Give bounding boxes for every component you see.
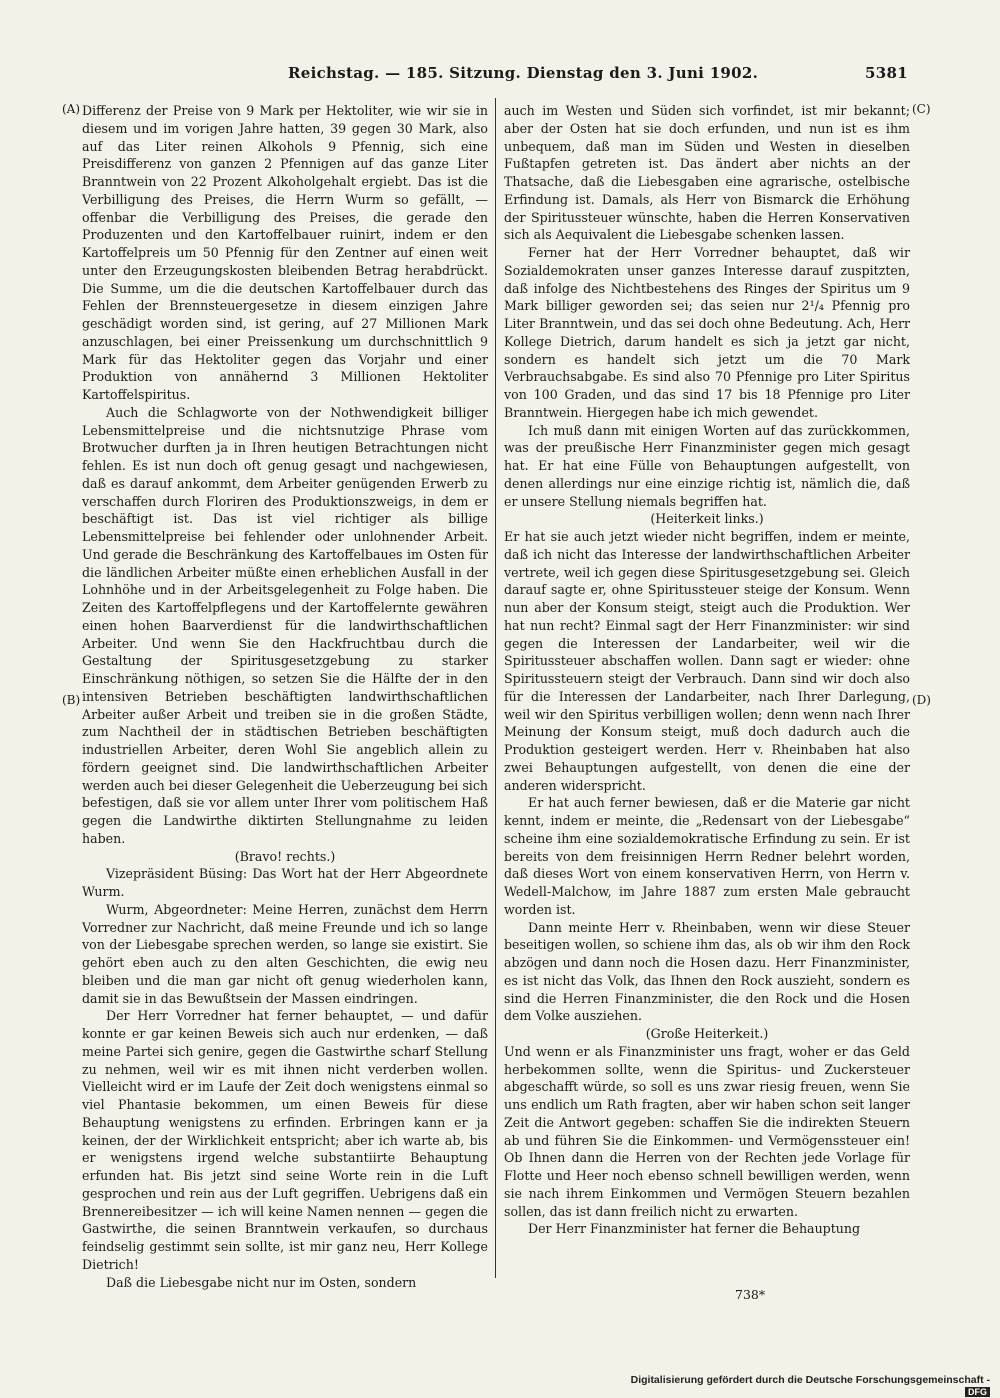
paragraph: Der Herr Vorredner hat ferner behauptet, — und dafür konnte er gar keinen Beweis sich auch nur erdenken, — daß meine Partei sich genire, gegen die Gastwirthe scharf Stellung zu nehmen, weil wir es mit ihnen nicht verderben wollen. Vielleicht wird er im Laufe der Zeit doch wenigstens einmal so viel Phantasie bekommen, um einen Beweis für diese Behauptung wenigstens zu erfinden. Erbringen kann er ja keinen, der der Wirklichkeit entspricht; aber ich warte ab, bis er wenigstens irgend welche substantiirte Behauptung erfunden hat. Bis jetzt sind seine Worte rein in die Luft gesprochen und rein aus der Luft gegriffen. Uebrigens daß ein Brennereibesitzer — ich will keine Namen nennen — gegen die Gastwirthe, die seinen Branntwein verkaufen, so durchaus feindselig gestimmt sein sollte, ist mir ganz neu, Herr Kollege Dietrich! [82,1008,488,1272]
right-column [504,102,910,1238]
margin-marker-b: (B) [62,693,81,707]
speaker-paragraph: Wurm, Abgeordneter: Meine Herren, zunächst dem Herrn Vorredner zur Nachricht, daß meine Freunde und ich so lange von der Liebesgabe sprechen werden, so lange sie existirt. Sie gehört eben auch zu den alten Geschichten, die ewig neu bleiben und die man gar nicht oft genug wiederholen kann, damit sie in das Bewußtsein der Massen eindringen. [82,901,488,1006]
paragraph: Differenz der Preise von 9 Mark per Hektoliter, wie wir sie in diesem und im vorigen Jahre hatten, 39 gegen 30 Mark, also auf das Liter reinen Alkohols 9 Pfennig, sich eine Preisdifferenz von ganzen 2 Pfennigen auf das ganze Liter Branntwein von 22 Prozent Alkoholgehalt ergiebt. Das ist die Verbilligung des Preises, die Herrn Wurm so gefällt, — offenbar die Verbilligung des Preises, die gerade den Produzenten und den Kartoffelbauer ruinirt, indem er den Kartoffelpreis um 50 Pfennig für den Zentner auf einen weit unter den Erzeugungskosten bleibenden Betrag herabdrückt. Die Summe, um die die deutschen Kartoffelbauer durch das Fehlen der Brennsteuergesetze in diesem einzigen Jahre geschädigt worden sind, ist gering, auf 27 Millionen Mark anzuschlagen, bei einer Preissenkung um durchschnittlich 9 Mark für das Hektoliter gegen das Vorjahr und einer Produktion von annähernd 3 Millionen Hektoliter Kartoffelspiritus. [82,103,488,402]
paragraph: Auch die Schlagworte von der Nothwendigkeit billiger Lebensmittelpreise und die nichtsnutzige Phrase vom Brotwucher durften ja in Ihren heutigen Betrachtungen nicht fehlen. Es ist nun doch oft genug gesagt und nachgewiesen, daß es darauf ankommt, dem Arbeiter genügenden Erwerb zu verschaffen durch Floriren des Produktionszweigs, in dem er beschäftigt ist. Das ist viel richtiger als billige Lebensmittelpreise bei fehlender oder unlohnender Arbeit. Und gerade die Beschränkung des Kartoffelbaues im Osten für die ländlichen Arbeiter müßte einen erheblichen Ausfall in der Lohnhöhe und in der Arbeitsgelegenheit zu Folge haben. Die Zeiten des Kartoffelpflegens und der Kartoffelernte gewähren einen hohen Baarverdienst für die landwirthschaftlichen Arbeiter. Und wenn Sie den Hackfruchtbau durch die Gestaltung der Spiritusgesetzgebung zu starker Einschränkung nöthigen, so setzen Sie die Hälfte der in den intensiven Betrieben beschäftigten landwirthschaftlichen Arbeiter außer Arbeit und treiben sie in die großen Städte, zum Nachtheil der in städtischen Betrieben beschäftigten industriellen Arbeiter, deren Wohl Sie angeblich allein zu fördern geeignet sind. Die landwirthschaftlichen Arbeiter werden auch bei dieser Gelegenheit die Ueberzeugung bei sich befestigen, daß sie vor allem unter Ihrer vom politischem Haß gegen die Landwirthe diktirten Stellungnahme zu leiden haben. [82,404,488,846]
interjection: (Heiterkeit links.) [650,511,764,527]
print-signature: 738* [735,1287,766,1302]
footer-text: Digitalisierung gefördert durch die Deutsche Forschungsgemeinschaft - [630,1374,990,1386]
paragraph: Der Herr Finanzminister hat ferner die Behauptung [528,1221,861,1237]
column-divider [495,98,496,1278]
paragraph: Er hat sie auch jetzt wieder nicht begriffen, indem er meinte, daß ich nicht das Interesse der landwirthschaftlichen Arbeiter vertrete, weil ich gegen diese Spiritusgesetzgebung sei. Gleich darauf sagte er, ohne Spiritussteuer steige der Konsum. Wenn nun aber der Konsum steigt, steigt auch die Produktion. Wer hat nun recht? Einmal sagt der Herr Finanzminister: wir sind gegen die Interessen der Landarbeiter, weil wir die Spiritussteuer abschaffen wollen. Dann sagt er wieder: ohne Spiritussteuern steigt der Verbrauch. Dann sind wir doch also für die Interessen der Landarbeiter, nach Ihrer Darlegung, weil wir den Spiritus verbilligen wollen; denn wenn nach Ihrer Meinung der Konsum steigt, muß doch dadurch auch die Produktion gesteigert werden. Herr v. Rheinbaben hat also zwei Behauptungen aufgestellt, von denen die eine der anderen widerspricht. [504,529,910,793]
margin-marker-a: (A) [62,102,81,116]
page-header [288,64,908,84]
paragraph: Ferner hat der Herr Vorredner behauptet, daß wir Sozialdemokraten unser ganzes Interesse darauf zuspitzten, daß infolge des Nichtbestehens des Ringes der Spiritus um 9 Mark billiger geworden sei; das seien nur 2¹/₄ Pfennig pro Liter Branntwein, und das sei doch ohne Bedeutung. Ach, Herr Kollege Dietrich, darum handelt es sich ja jetzt gar nicht, sondern es handelt sich jetzt um die 70 Mark Verbrauchsabgabe. Es sind also 70 Pfennige pro Liter Spiritus von 100 Graden, und das sind 17 bis 18 Pfennige pro Liter Branntwein. Hiergegen habe ich mich gewendet. [504,245,910,420]
speaker-paragraph: Vizepräsident Büsing: Das Wort hat der Herr Abgeordnete Wurm. [82,866,488,899]
interjection: (Bravo! rechts.) [234,848,336,864]
page-number: 5381 [865,64,908,82]
paragraph: Er hat auch ferner bewiesen, daß er die Materie gar nicht kennt, indem er meinte, die „Redensart von der Liebesgabe“ scheine ihm eine sozialdemokratische Erfindung zu sein. Er ist bereits von dem freisinnigen Herrn Redner belehrt worden, daß dieses Wort von einem konservativen Herrn, von Herrn v. Wedell-Malchow, im Jahre 1887 zum ersten Male gebraucht worden ist. [504,795,910,917]
paragraph: auch im Westen und Süden sich vorfindet, ist mir bekannt; aber der Osten hat sie doch erfunden, und nun ist es ihm unbequem, daß man im Süden und Westen in dieselben Fußtapfen getreten ist. Das ändert aber nichts an der Thatsache, daß die Liebesgaben eine agrarische, ostelbische Erfindung ist. Damals, als Herr von Bismarck die Erhöhung der Spiritussteuer wünschte, haben die Herren Konservativen sich als Aequivalent die Liebesgabe schenken lassen. [504,103,910,243]
margin-marker-c: (C) [912,102,931,116]
header-title: Reichstag. — 185. Sitzung. Dienstag den 3. Juni 1902. [288,64,759,82]
margin-marker-d: (D) [912,693,931,707]
paragraph: Und wenn er als Finanzminister uns fragt, woher er das Geld herbekommen sollte, wenn die Spiritus- und Zuckersteuer abgeschafft würde, so soll es uns zwar riesig freuen, wenn Sie uns endlich um Rath fragten, aber wir haben schon seit langer Zeit die Antwort gegeben: schaffen Sie die indirekten Steuern ab und führen Sie die Einkommen- und Vermögenssteuer ein! Ob Ihnen dann die Herren von der Rechten jede Vorlage für Flotte und Heer noch ebenso schnell bewilligen werden, wenn sie nach ihrem Einkommen und Vermögen Steuern bezahlen sollen, das ist dann freilich nicht zu erwarten. [504,1043,910,1219]
paragraph: Daß die Liebesgabe nicht nur im Osten, sondern [106,1274,417,1290]
dfg-logo: DFG [965,1387,990,1397]
interjection: (Große Heiterkeit.) [645,1026,769,1041]
digitization-footer [600,1374,990,1397]
paragraph: Dann meinte Herr v. Rheinbaben, wenn wir diese Steuer beseitigen wollen, so schiene ihm das, als ob wir ihm den Rock abzögen und dann noch die Hosen dazu. Herr Finanzminister, es ist nicht das Volk, das Ihnen den Rock auszieht, sondern es sind die Herren Finanzminister, die den Rock und die Hosen dem Volke ausziehen. [504,919,910,1024]
paragraph: Ich muß dann mit einigen Worten auf das zurückkommen, was der preußische Herr Finanzminister gegen mich gesagt hat. Er hat eine Fülle von Behauptungen aufgestellt, von denen allerdings nur eine einzige richtig ist, nämlich die, daß er unsere Stellung niemals begriffen hat. [504,422,910,509]
left-column [82,102,488,1291]
